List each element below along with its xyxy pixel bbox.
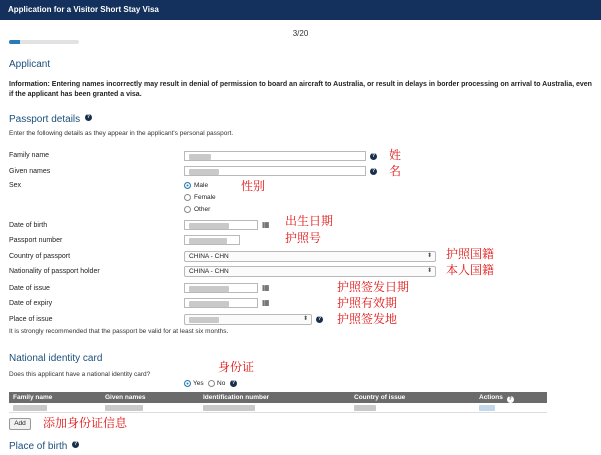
cell-country-of-issue <box>354 405 376 411</box>
national-id-radio-yes[interactable] <box>184 380 191 387</box>
national-id-question: Does this applicant have a national identity card? <box>9 371 151 378</box>
dob-input[interactable] <box>184 220 258 230</box>
national-id-option-no: No <box>217 380 226 387</box>
question-circle-icon[interactable]: ? <box>86 114 90 120</box>
nationality-select[interactable] <box>184 266 436 277</box>
progress-bar <box>9 40 79 44</box>
expiry-date-input[interactable] <box>184 298 258 308</box>
passport-intro: Enter the following details as they appear in the applicant's personal passport. <box>9 130 234 137</box>
sex-option-other: Other <box>194 206 211 213</box>
cell-given-names <box>105 405 143 411</box>
family-name-label: Family name <box>9 152 50 159</box>
applicant-info-text: Information: Entering names incorrectly may result in denial of permission to board an aircraft to Australia, or result in delays in border processing on arrival to Australia, even if the applicant has been granted a visa. <box>9 81 592 98</box>
applicant-heading: Applicant <box>9 59 51 70</box>
select-arrows-icon: ⬍ <box>426 253 432 259</box>
country-select-value: CHINA - CHN <box>189 253 229 260</box>
annotation-add-id: 添加身份证信息 <box>43 416 128 430</box>
country-label: Country of passport <box>9 253 71 260</box>
table-row <box>9 404 547 413</box>
issue-place-label: Place of issue <box>9 316 53 323</box>
country-select[interactable] <box>184 251 436 262</box>
annotation-nationality: 本人国籍 <box>446 263 495 277</box>
cell-family-name <box>13 405 47 411</box>
annotation-sex: 性别 <box>241 179 266 193</box>
question-circle-icon[interactable]: ? <box>371 153 376 159</box>
passport-heading <box>9 114 90 125</box>
column-family-name: Family name <box>13 394 53 401</box>
given-names-label: Given names <box>9 168 51 175</box>
cell-actions[interactable] <box>479 405 495 411</box>
sex-radio-female[interactable] <box>184 194 191 201</box>
national-id-table-header <box>9 392 547 403</box>
nationality-select-value: CHINA - CHN <box>189 268 229 275</box>
place-of-birth-heading-text: Place of birth <box>9 441 68 452</box>
annotation-given-name: 名 <box>389 164 402 178</box>
cell-identification-number <box>203 405 255 411</box>
sex-radio-male[interactable] <box>184 182 191 189</box>
column-actions-label: Actions <box>479 394 503 401</box>
calendar-icon[interactable]: ▦ <box>262 298 270 307</box>
sex-option-female: Female <box>194 194 216 201</box>
question-circle-icon[interactable]: ? <box>508 396 512 402</box>
annotation-issue-place: 护照签发地 <box>337 312 398 326</box>
annotation-dob: 出生日期 <box>285 214 334 228</box>
national-id-option-yes: Yes <box>193 380 204 387</box>
column-identification-number: Identification number <box>203 394 270 401</box>
add-id-button[interactable]: Add <box>9 418 31 430</box>
given-names-input[interactable] <box>184 166 366 176</box>
calendar-icon[interactable]: ▦ <box>262 283 270 292</box>
question-circle-icon[interactable]: ? <box>74 441 78 447</box>
column-country-of-issue: Country of issue <box>354 394 406 401</box>
column-given-names: Given names <box>105 394 146 401</box>
national-id-heading: National identity card <box>9 353 103 364</box>
window-header <box>0 0 601 20</box>
national-id-radio-no[interactable] <box>208 380 215 387</box>
issue-date-label: Date of issue <box>9 285 50 292</box>
page-counter: 3/20 <box>292 29 309 38</box>
question-circle-icon[interactable]: ? <box>317 316 322 322</box>
sex-radio-other[interactable] <box>184 206 191 213</box>
expiry-date-label: Date of expiry <box>9 300 53 307</box>
passport-number-label: Passport number <box>9 237 63 244</box>
annotation-issue-date: 护照签发日期 <box>337 280 410 294</box>
passport-heading-text: Passport details <box>9 114 81 125</box>
header-title: Application for a Visitor Short Stay Visa <box>8 5 159 14</box>
sex-label: Sex <box>9 182 22 189</box>
issue-place-select[interactable] <box>184 314 312 325</box>
issue-date-input[interactable] <box>184 283 258 293</box>
annotation-passport-no: 护照号 <box>285 231 322 245</box>
question-circle-icon[interactable]: ? <box>231 380 236 386</box>
calendar-icon[interactable]: ▦ <box>262 220 270 229</box>
sex-option-male: Male <box>194 182 209 189</box>
select-arrows-icon: ⬍ <box>426 268 432 274</box>
family-name-input[interactable] <box>184 151 366 161</box>
dob-label: Date of birth <box>9 222 48 229</box>
place-of-birth-heading <box>9 441 77 452</box>
progress-bar-fill <box>9 40 20 44</box>
nationality-label: Nationality of passport holder <box>9 268 100 275</box>
passport-number-input[interactable] <box>184 235 240 245</box>
annotation-expiry-date: 护照有效期 <box>337 296 398 310</box>
annotation-surname: 姓 <box>389 148 402 162</box>
annotation-passport-country: 护照国籍 <box>446 247 495 261</box>
column-actions <box>479 392 512 403</box>
annotation-id-card: 身份证 <box>218 360 255 374</box>
question-circle-icon[interactable]: ? <box>371 168 376 174</box>
select-arrows-icon: ⬍ <box>302 316 308 322</box>
passport-validity-note: It is strongly recommended that the passport be valid for at least six months. <box>9 328 229 335</box>
